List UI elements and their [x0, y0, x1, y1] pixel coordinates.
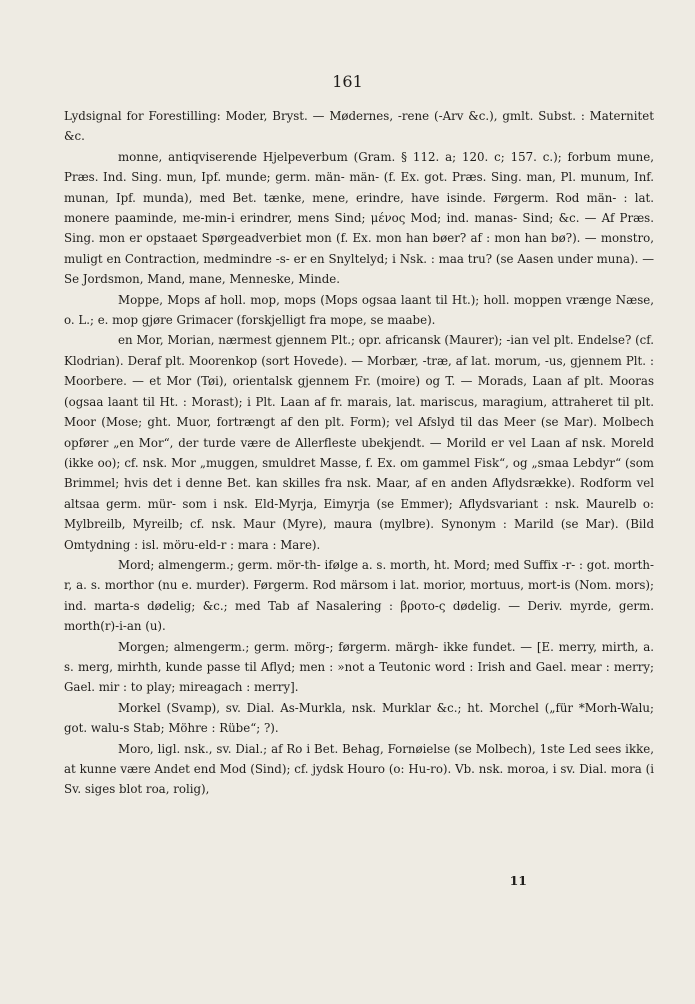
entry-morkel: Morkel (Svamp), sv. Dial. As-Murkla, nsk. Murklar &c.; ht. Morchel („für *Morh-Walu; got. walu-s Stab; Möhre : Rübe“; ?).: [64, 700, 654, 736]
entry-lydsignal: Lydsignal for Forestilling: Moder, Bryst. — Mødernes, -rene (-Arv &c.), gmlt. Subst. : Maternitet &c.: [64, 109, 654, 144]
entry-monne: monne, antiqviserende Hjelpeverbum (Gram. § 112. a; 120. c; 157. c.); forbum mune, Præs. Ind. Sing. mun, Ipf. munde; germ. män- män- (f. Ex. got. Præs. Sing. man, Pl. munum, Inf. munan, Ipf. munda), med Bet. tænke, mene, erindre, have isinde. Førgerm. Rod män- : lat. monere paaminde, me-min-i erindrer, mens Sind; μένος Mod; ind. manas- Sind; &c. — Af Præs. Sing. mon er opstaaet Spørgeadverbiet mon (f. Ex. mon han bøer? af : mon han bø?). — monstro, muligt en Contraction, medmindre -s- er en Snyltelyd; i Nsk. : maa tru? (se Aasen under muna). — Se Jordsmon, Mand, mane, Menneske, Minde.: [64, 149, 654, 287]
entry-mord: Mord; almengerm.; germ. mör-th- ifølge a. s. morth, ht. Mord; med Suffix -r- : got. morth-r, a. s. morthor (nu e. murder). Førgerm. Rod märsom i lat. morior, mortuus, mort-is (Nom. mors); ind. marta-s dødelig; &c.; med Tab af Nasalering : βροτο-ς dødelig. — Deriv. myrde, germ. morth(r)-i-an (u).: [64, 557, 654, 634]
entry-mor: en Mor, Morian, nærmest gjennem Plt.; opr. africansk (Maurer); -ian vel plt. Endelse? (cf. Klodrian). Deraf plt. Moorenkop (sort Hovede). — Morbær, -træ, af lat. morum, -us, gjennem Plt. : Moorbere. — et Mor (Tøi), orientalsk gjennem Fr. (moire) og T. — Morads, Laan af plt. Mooras (ogsaa laant til Ht. : Morast); i Plt. Laan af fr. marais, lat. mariscus, maragium, attraheret til plt. Moor (Mose; ght. Muor, fortrængt af den plt. Form); vel Afslyd til das Meer (se Mar). Molbech opfører „en Mor“, der turde være de Allerfleste ubekjendt. — Morild er vel Laan af nsk. Moreld (ikke oo); cf. nsk. Mor „muggen, smuldret Masse, f. Ex. om gammel Fisk“, og „smaa Lebdyr“ (som Brimmel; hvis det i denne Bet. kan skilles fra nsk. Maar, af en anden Aflydsrække). Rodform vel altsaa germ. mür- som i nsk. Eld-Myrja, Eimyrja (se Emmer); Aflydsvariant : nsk. Maurelb o: Mylbreilb, Myreilb; cf. nsk. Maur (Myre), maura (mylbre). Synonym : Marild (se Mar). (Bild Omtydning : isl. möru-eld-r : mara : Mare).: [64, 333, 654, 552]
entry-morgen: Morgen; almengerm.; germ. mörg-; førgerm. märgh- ikke fundet. — [E. merry, mirth, a. s. merg, mirhth, kunde passe til Aflyd; men : »not a Teutonic word : Irish and Gael. mear : merry; Gael. mir : to play; mireagach : merry].: [64, 639, 654, 695]
signature-mark: 11: [509, 873, 527, 888]
entry-moro: Moro, ligl. nsk., sv. Dial.; af Ro i Bet. Behag, Fornøielse (se Molbech), 1ste Led sees ikke, at kunne være Andet end Mod (Sind); cf. jydsk Houro (o: Hu-ro). Vb. nsk. moroa, i sv. Dial. mora (i Sv. siges blot roa, rolig),: [64, 741, 654, 797]
entry-moppe: Moppe, Mops af holl. mop, mops (Mops ogsaa laant til Ht.); holl. moppen vrænge Næse, o. L.; e. mop gjøre Grimacer (forskjelligt fra mope, se maabe).: [64, 292, 654, 328]
dictionary-text: [64, 106, 654, 800]
page-number: 161: [332, 72, 363, 91]
